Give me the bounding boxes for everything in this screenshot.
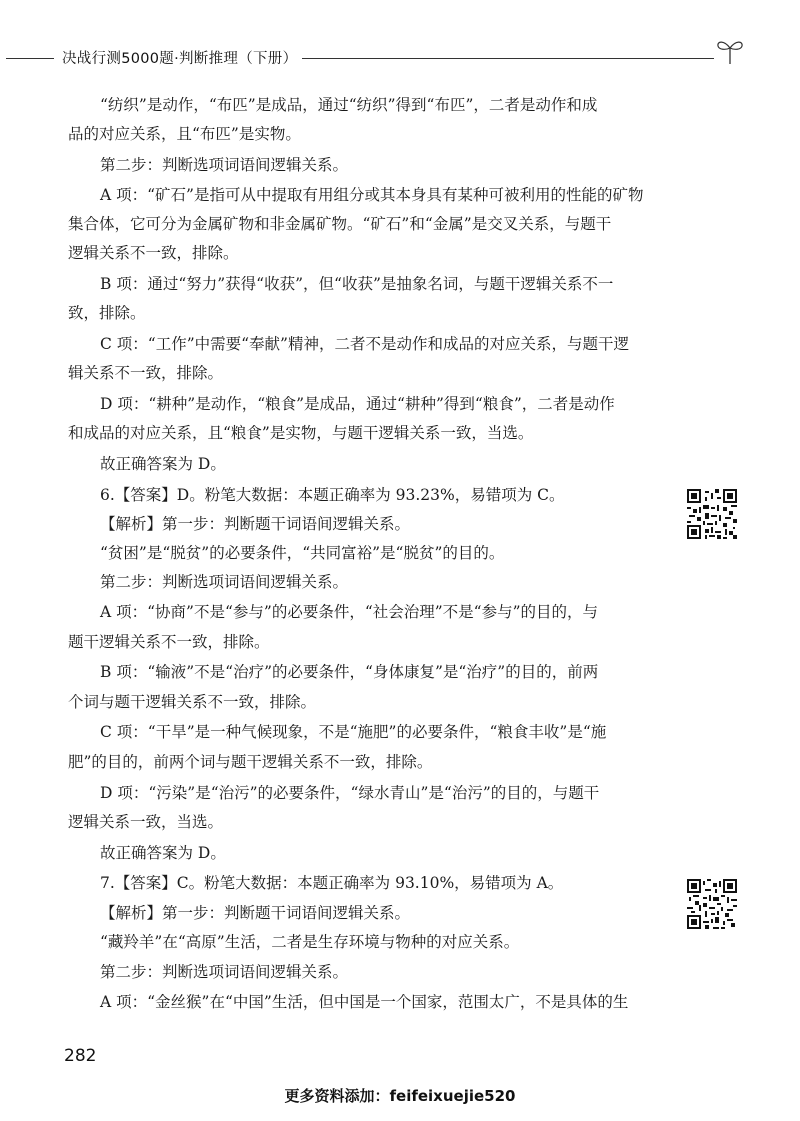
text-line: 集合体，它可分为金属矿物和非金属矿物。“矿石”和“金属”是交叉关系，与题干 [68,215,612,233]
text-line: “藏羚羊”在“高原”生活，二者是生存环境与物种的对应关系。 [100,933,520,951]
text-line: 第二步：判断选项词语间逻辑关系。 [100,573,349,591]
text-line: C 项：“工作”中需要“奉献”精神，二者不是动作和成品的对应关系，与题干逻 [100,335,629,353]
header-rule-right [302,58,714,59]
text-line: 辑关系不一致，排除。 [68,364,224,382]
text-line: 肥”的目的，前两个词与题干逻辑关系不一致，排除。 [68,753,433,771]
book-title: 决战行测5000题·判断推理（下册） [62,51,298,67]
text-line: A 项：“金丝猴”在“中国”生活，但中国是一个国家，范围太广，不是具体的生 [100,993,629,1011]
text-line: 致，排除。 [68,304,146,322]
header-rule-left [6,58,54,59]
qr-code-icon[interactable] [687,879,737,929]
page-number: 282 [64,1046,97,1066]
text-line: B 项：通过“努力”获得“收获”，但“收获”是抽象名词，与题干逻辑关系不一 [100,275,614,293]
text-line: A 项：“协商”不是“参与”的必要条件，“社会治理”不是“参与”的目的，与 [100,603,599,621]
analysis-line: 【解析】第一步：判断题干词语间逻辑关系。 [100,515,411,533]
page-header [0,36,800,76]
text-line: “贫困”是“脱贫”的必要条件，“共同富裕”是“脱贫”的目的。 [100,544,505,562]
text-line: A 项：“矿石”是指可从中提取有用组分或其本身具有某种可被利用的性能的矿物 [100,186,644,204]
footer-note: 更多资料添加：feifeixuejie520 [284,1087,516,1105]
text-line: 第二步：判断选项词语间逻辑关系。 [100,156,349,174]
text-line: B 项：“输液”不是“治疗”的必要条件，“身体康复”是“治疗”的目的，前两 [100,663,599,681]
text-line: 故正确答案为 D。 [100,455,226,473]
text-line: 和成品的对应关系，且“粮食”是实物，与题干逻辑关系一致，当选。 [68,424,534,442]
qr-code-icon[interactable] [687,489,737,539]
answer-line: 7.【答案】C。粉笔大数据：本题正确率为 93.10%，易错项为 A。 [100,874,564,892]
text-line: 故正确答案为 D。 [100,844,226,862]
analysis-line: 【解析】第一步：判断题干词语间逻辑关系。 [100,904,411,922]
text-line: 第二步：判断选项词语间逻辑关系。 [100,963,349,981]
text-line: 题干逻辑关系不一致，排除。 [68,633,270,651]
text-line: “纺织”是动作，“布匹”是成品，通过“纺织”得到“布匹”，二者是动作和成 [100,96,598,114]
text-line: 品的对应关系，且“布匹”是实物。 [68,125,301,143]
text-line: C 项：“干旱”是一种气候现象，不是“施肥”的必要条件，“粮食丰收”是“施 [100,723,607,741]
sprout-icon [714,36,746,66]
text-line: 逻辑关系不一致，排除。 [68,244,239,262]
text-line: 个词与题干逻辑关系不一致，排除。 [68,693,317,711]
answer-line: 6.【答案】D。粉笔大数据：本题正确率为 93.23%，易错项为 C。 [100,486,565,504]
text-line: D 项：“耕种”是动作，“粮食”是成品，通过“耕种”得到“粮食”，二者是动作 [100,395,615,413]
text-line: D 项：“污染”是“治污”的必要条件，“绿水青山”是“治污”的目的，与题干 [100,784,600,802]
text-line: 逻辑关系一致，当选。 [68,813,224,831]
